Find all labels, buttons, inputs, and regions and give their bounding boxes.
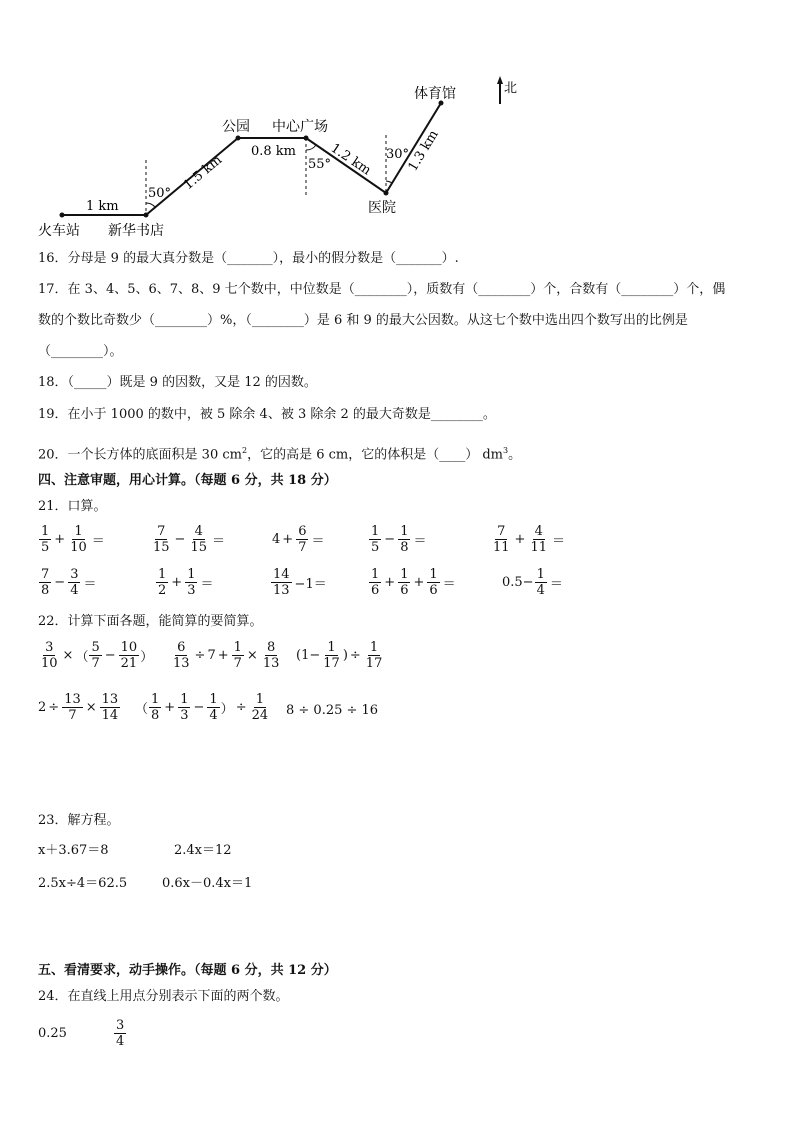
fraction: $\frac{1}{24}$: [251, 692, 269, 723]
fraction: $\frac{14}{13}$: [273, 567, 290, 598]
fraction: $\frac{4}{11}$: [530, 524, 547, 555]
fraction: $\frac{1}{4}$: [209, 692, 218, 723]
fraction: $\frac{1}{17}$: [365, 640, 383, 671]
fraction: $\frac{5}{7}$: [91, 640, 100, 671]
dist-3: 0.8 km: [251, 144, 297, 159]
fraction: $\frac{1}{6}$: [429, 567, 438, 598]
question-17-line-1: 17．在 3、4、5、6、7、8、9 七个数中，中位数是（________），质数有（________）个，合数有（________）个，偶: [38, 282, 726, 297]
mental-calc-2: $\frac{7}{15}$ − $\frac{4}{15}$ ＝: [153, 524, 226, 555]
question-23: 23．解方程。: [38, 813, 120, 828]
calc-expression-3: ( 1 − $\frac{1}{17}$ ) ÷ $\frac{1}{17}$: [296, 640, 383, 671]
square-unit-exponent: 2: [241, 446, 248, 455]
mental-calc-3: 4 + $\frac{6}{7}$ ＝: [272, 524, 325, 555]
equation-3: 2.5x÷4＝62.5: [38, 876, 128, 891]
point-square: [304, 136, 309, 141]
angle-arc-3: [386, 181, 392, 183]
equation-1: x＋3.67＝8: [38, 843, 109, 858]
point-station: [60, 213, 65, 218]
number-decimal: 0.25: [38, 1026, 67, 1041]
question-20-part-a: 20．一个长方体的底面积是 30 cm: [38, 447, 242, 463]
question-21: 21．口算。: [38, 499, 107, 514]
calc-expression-2: $\frac{6}{13}$ ÷ 7 + $\frac{1}{7}$ × $\frac{8}{13}$: [173, 640, 280, 671]
fraction: $\frac{1}{8}$: [400, 524, 409, 555]
fraction: $\frac{7}{11}$: [493, 524, 510, 555]
calc-expression-5: （ $\frac{1}{8}$ + $\frac{1}{3}$ − $\frac{1}{4}$ ） ÷ $\frac{1}{24}$: [135, 692, 269, 723]
calc-expression-6: 8 ÷ 0.25 ÷ 16: [286, 703, 379, 718]
fraction: $\frac{10}{21}$: [120, 640, 138, 671]
label-hospital: 医院: [368, 200, 396, 216]
fraction: $\frac{6}{13}$: [173, 640, 190, 671]
angle-3: 30°: [386, 147, 410, 162]
angle-1: 50°: [148, 186, 172, 201]
label-station: 火车站: [38, 223, 80, 239]
question-19: 19．在小于 1000 的数中，被 5 除余 4、被 3 除余 2 的最大奇数是________。: [38, 407, 496, 422]
label-park: 公园: [222, 119, 250, 135]
mental-calc-1: $\frac{1}{5}$ + $\frac{1}{10}$ ＝: [41, 524, 105, 555]
dist-2: 1.5 km: [180, 152, 226, 194]
label-bookstore: 新华书店: [108, 223, 164, 239]
dist-4: 1.2 km: [327, 140, 374, 179]
question-17-line-2: 数的个数比奇数少（________）%，（________）是 6 和 9 的最大公因数。从这七个数中选出四个数写出的比例是: [38, 313, 688, 328]
mental-calc-9: $\frac{1}{6}$ + $\frac{1}{6}$ + $\frac{1}{6}$ ＝: [371, 567, 456, 598]
angle-arc-2: [306, 145, 316, 150]
mental-calc-5: $\frac{7}{11}$ + $\frac{4}{11}$ ＝: [493, 524, 566, 555]
label-gym: 体育馆: [414, 86, 456, 102]
mental-calc-8: $\frac{14}{13}$ −1＝: [273, 567, 327, 598]
equation-4: 0.6x－0.4x＝1: [162, 876, 253, 891]
fraction: $\frac{1}{4}$: [536, 567, 545, 598]
fraction: $\frac{1}{17}$: [323, 640, 340, 671]
equation-2: 2.4x＝12: [174, 843, 232, 858]
fraction: $\frac{1}{5}$: [371, 524, 380, 555]
point-hospital: [384, 191, 389, 196]
route-map: [0, 0, 794, 250]
question-18: 18．（_____）既是 9 的因数，又是 12 的因数。: [38, 375, 317, 390]
calc-expression-4: 2 ÷ $\frac{13}{7}$ × $\frac{13}{14}$: [38, 692, 119, 723]
mental-calc-7: $\frac{1}{2}$ + $\frac{1}{3}$ ＝: [158, 567, 214, 598]
fraction: $\frac{4}{15}$: [190, 524, 207, 555]
point-park: [236, 136, 241, 141]
label-north: 北: [504, 81, 518, 96]
mental-calc-10: 0.5− $\frac{1}{4}$ ＝: [502, 567, 563, 598]
question-20: [38, 443, 521, 463]
fraction: $\frac{8}{13}$: [262, 640, 280, 671]
section-4-heading: 四、注意审题，用心计算。（每题 6 分，共 18 分）: [38, 473, 337, 488]
question-22: 22．计算下面各题，能简算的要简算。: [38, 614, 263, 629]
fraction: $\frac{3}{4}$: [70, 567, 79, 598]
fraction: $\frac{1}{3}$: [187, 567, 196, 598]
fraction: $\frac{1}{10}$: [70, 524, 87, 555]
dist-5: 1.3 km: [405, 127, 442, 175]
fraction: $\frac{1}{5}$: [41, 524, 50, 555]
label-square: 中心广场: [272, 119, 328, 135]
fraction: $\frac{1}{6}$: [371, 567, 380, 598]
mental-calc-6: $\frac{7}{8}$ − $\frac{3}{4}$ ＝: [41, 567, 97, 598]
point-bookstore: [144, 213, 149, 218]
north-arrow-head-icon: [497, 76, 503, 84]
question-17-line-3: （________）。: [38, 344, 123, 359]
fraction: $\frac{7}{8}$: [41, 567, 50, 598]
cubic-unit-exponent: 3: [503, 446, 509, 455]
calc-expression-1: $\frac{3}{10}$ × （ $\frac{5}{7}$ − $\frac{10}{21}$ ）: [41, 640, 154, 671]
question-20-part-c: 。: [508, 447, 522, 463]
fraction: $\frac{3}{10}$: [41, 640, 58, 671]
question-20-part-b: ，它的高是 6 cm，它的体积是（____） dm: [247, 447, 503, 463]
fraction: $\frac{13}{14}$: [101, 692, 119, 723]
fraction: $\frac{7}{15}$: [153, 524, 170, 555]
dist-1: 1 km: [86, 199, 119, 214]
section-5-heading: 五、看清要求，动手操作。（每题 6 分，共 12 分）: [38, 963, 337, 978]
fraction: $\frac{1}{8}$: [151, 692, 160, 723]
fraction: $\frac{1}{3}$: [180, 692, 189, 723]
number-fraction: [113, 1018, 127, 1049]
question-16: 16．分母是 9 的最大真分数是（_______），最小的假分数是（_______）.: [38, 251, 459, 266]
angle-2: 55°: [308, 157, 332, 172]
fraction: $\frac{1}{7}$: [233, 640, 242, 671]
fraction: $\frac{13}{7}$: [64, 692, 81, 723]
fraction: $\frac{3}{4}$: [116, 1018, 125, 1049]
mental-calc-4: $\frac{1}{5}$ − $\frac{1}{8}$ ＝: [371, 524, 427, 555]
fraction: $\frac{6}{7}$: [298, 524, 307, 555]
angle-arc-1: [146, 203, 155, 207]
fraction: $\frac{1}{6}$: [400, 567, 409, 598]
question-24: 24．在直线上用点分别表示下面的两个数。: [38, 989, 289, 1004]
fraction: $\frac{1}{2}$: [158, 567, 167, 598]
